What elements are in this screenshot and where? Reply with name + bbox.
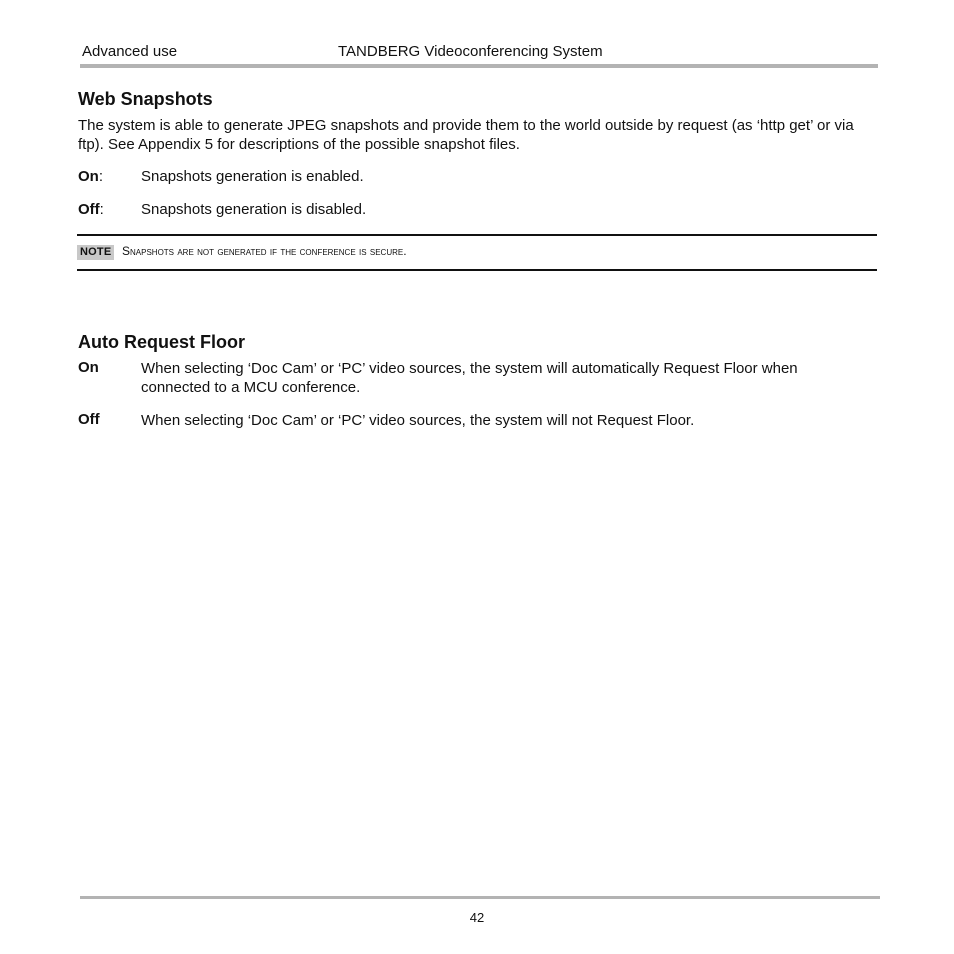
note-text: Snapshots are not generated if the conference is secure. [122,244,407,258]
web-snapshots-heading: Web Snapshots [78,89,213,109]
header-section-label: Advanced use [82,43,178,60]
option-term: On [78,168,99,185]
footer-divider [80,896,880,899]
web-snapshots-option-off-text: Snapshots generation is disabled. [141,201,367,218]
auto-request-floor-heading: Auto Request Floor [78,332,245,352]
auto-request-floor-option-on: On [78,359,99,376]
auto-request-floor-option-on-text: When selecting ‘Doc Cam’ or ‘PC’ video sources, the system will automatically Request Floor when connected to a MCU conference. [141,360,798,396]
auto-request-floor-option-off: Off [78,411,100,428]
page-number: 42 [469,910,485,925]
note-top-rule [77,234,877,236]
note-bottom-rule [77,269,877,271]
option-term-suffix: : [98,168,104,185]
header-divider [80,64,878,68]
web-snapshots-option-on-text: Snapshots generation is enabled. [141,168,364,185]
option-term-suffix: : [99,201,104,218]
option-term: Off [78,201,100,218]
header-product-title: TANDBERG Videoconferencing System [338,43,603,60]
web-snapshots-option-off [78,201,104,219]
web-snapshots-description: The system is able to generate JPEG snapshots and provide them to the world outside by request (as ‘http get’ or via ftp). See Appendix 5 for descriptions of the possible snapshot files. [78,117,854,153]
note-label: NOTE [77,245,114,260]
web-snapshots-option-on [78,168,103,186]
auto-request-floor-option-off-text: When selecting ‘Doc Cam’ or ‘PC’ video sources, the system will not Request Floor. [141,412,695,429]
